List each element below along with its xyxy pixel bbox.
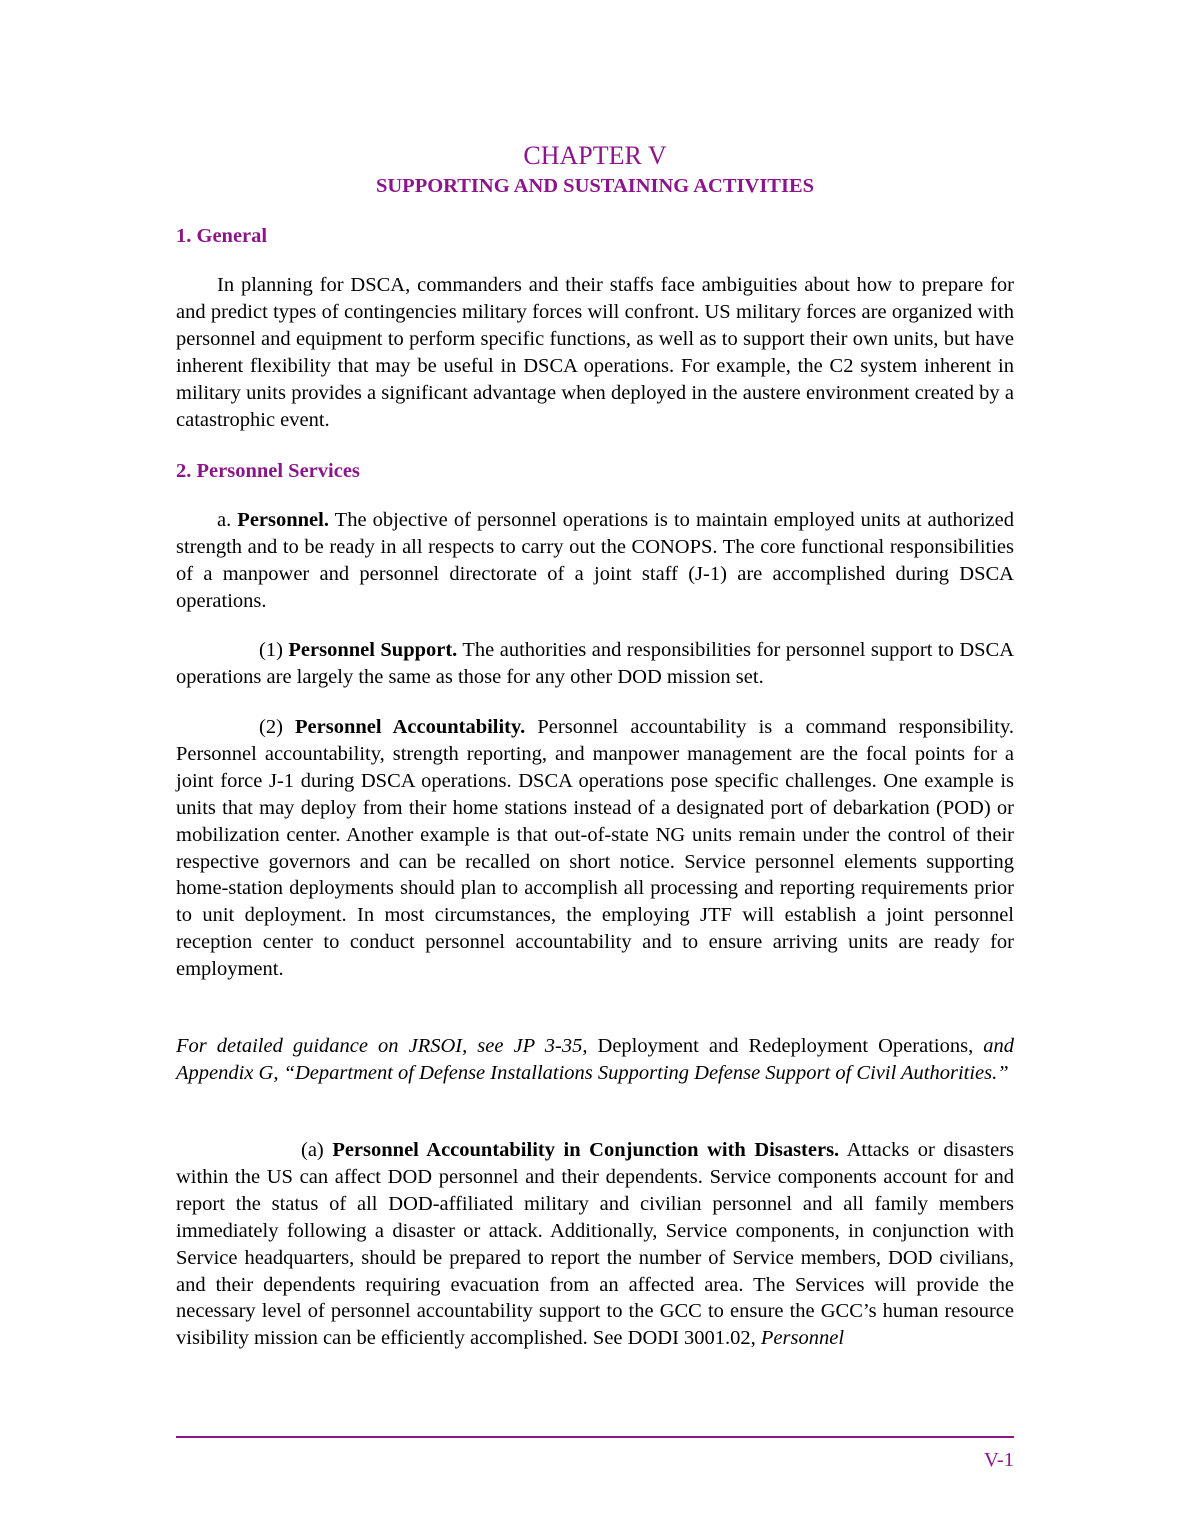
paragraph-personnel-accountability-text: Personnel accountability is a command responsibility. Personnel accountability, strength reporting, and manpower management are the focal points for a joint force J-1 during DSCA operations. DSCA operations pose specific challenges. One example is units that may deploy from their home stations instead of a designated port of debarkation (POD) or mobilization center. Another example is that out-of-state NG units remain under the control of their respective governors and can be recalled on short notice. Service personnel elements supporting home-station deployments should plan to accomplish all processing and reporting requirements prior to unit deployment. In most circumstances, the employing JTF will establish a joint personnel reception center to conduct personnel accountability and to ensure arriving units are ready for employment. [176,716,1014,981]
chapter-number: CHAPTER V [523,141,667,170]
reference-note-italic-tail: and Appendix G, “Department of Defense Installations Supporting Defense Support of Civil Authorities.” [176,1035,1014,1084]
item-label-1: (1) [259,639,289,661]
section-heading-personnel-services: 2. Personnel Services [176,460,360,482]
paragraph-general: In planning for DSCA, commanders and their staffs face ambiguities about how to prepare for and predict types of contingencies military forces will confront. US military forces are organized with personnel and equipment to perform specific functions, as well as to support their own units, but have inherent flexibility that may be useful in DSCA operations. For example, the C2 system inherent in military units provides a significant advantage when deployed in the austere environment created by a catastrophic event. [176,274,1014,431]
subheading-accountability-disasters: Personnel Accountability in Conjunction with Disasters. [332,1139,840,1161]
reference-note-title: Deployment and Redeployment Operations, [587,1035,974,1057]
paragraph-personnel-support-text: The authorities and responsibilities for personnel support to DSCA operations are largely the same as those for any other DOD mission set. [176,639,1014,688]
page-number: V-1 [984,1449,1014,1471]
subheading-personnel-support: Personnel Support. [288,639,458,661]
chapter-title: SUPPORTING AND SUSTAINING ACTIVITIES [375,175,815,197]
subheading-personnel-accountability: Personnel Accountability. [295,716,526,738]
paragraph-accountability-disasters-italic: Personnel [760,1327,845,1350]
reference-note-italic-lead: For detailed guidance on JRSOI, see JP 3-35, [176,1035,588,1057]
paragraph-personnel-accountability [176,714,1014,983]
item-label-2: (2) [259,716,296,738]
paragraph-personnel [176,507,1014,615]
paragraph-personnel-support [176,637,1014,691]
paragraph-accountability-disasters-text: Attacks or disasters within the US can affect DOD personnel and their dependents. Service components account for and report the status of all DOD-affiliated military and civilian personnel and all family members immediately following a disaster or attack. Additionally, Service components, in conjunction with Service headquarters, should be prepared to report the number of Service members, DOD civilians, and their dependents requiring evacuation from an affected area. The Services will provide the necessary level of personnel accountability support to the GCC to ensure the GCC’s human resource visibility mission can be efficiently accomplished. See DODI 3001.02, [176,1139,1014,1350]
paragraph-accountability-disasters [176,1137,1014,1352]
section-heading-general: 1. General [176,225,268,247]
footer-rule [176,1436,1014,1438]
subheading-personnel: Personnel. [237,509,329,531]
item-label-a-sub: (a) [301,1139,333,1161]
item-label-a: a. [217,509,238,531]
reference-note [176,1033,1014,1087]
paragraph-personnel-text: The objective of personnel operations is to maintain employed units at authorized strength and to be ready in all respects to carry out the CONOPS. The core functional responsibilities of a manpower and personnel directorate of a joint staff (J-1) are accomplished during DSCA operations. [176,509,1014,612]
